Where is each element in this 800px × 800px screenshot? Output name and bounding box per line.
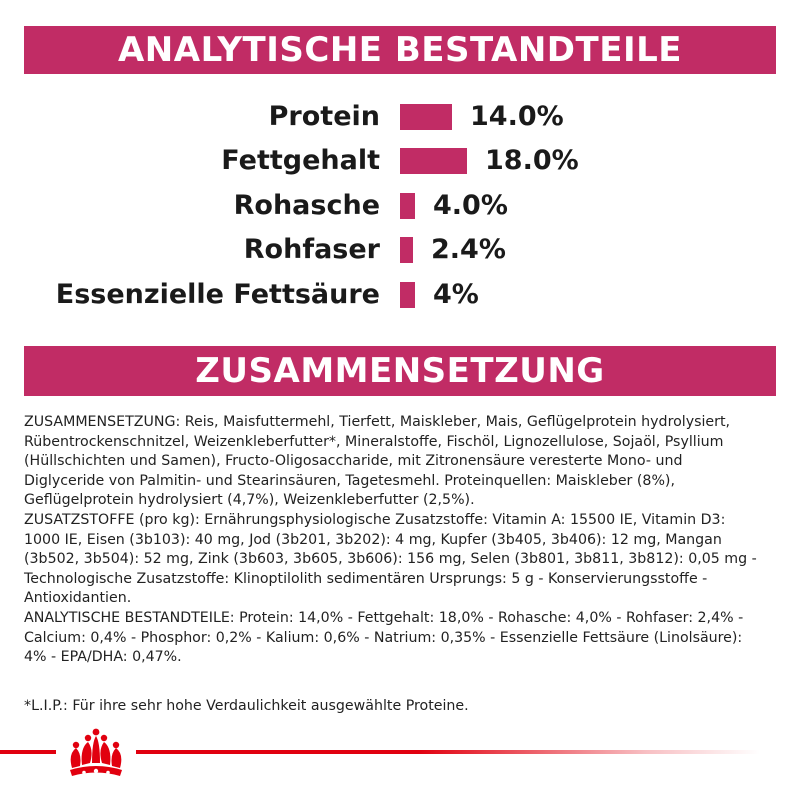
nutrient-row-rohfaser — [0, 230, 800, 270]
nutrient-value: 14.0% — [470, 101, 564, 132]
nutrient-label: Fettgehalt — [221, 145, 380, 176]
nutrient-value: 4.0% — [433, 190, 508, 221]
nutrient-bar — [400, 237, 413, 263]
additives-paragraph: ZUSATZSTOFFE (pro kg): Ernährungsphysiologische Zusatzstoffe: Vitamin A: 15500 IE, Vitamin D3: 1000 IE, Eisen (3b103): 40 mg, Jod (3b201, 3b202): 4 mg, Kupfer (3b405, 3b406): 12 mg, Mangan (3b502, 3b504): 52 mg, Zink (3b603, 3b605, 3b606): 156 mg, Selen (3b801, 3b811, 3b812): 0,05 mg - Technologische Zusatzstoffe: Klinoptilolith sedimentären Ursprungs: 5 g - Konservierungsstoffe - Antioxidantien. — [24, 511, 757, 607]
section-title: ANALYTISCHE BESTANDTEILE — [117, 30, 682, 70]
nutrient-value: 4% — [433, 279, 479, 310]
nutrient-label: Protein — [268, 101, 380, 132]
nutrient-label: Rohasche — [233, 190, 380, 221]
nutrient-bar — [400, 282, 415, 308]
section-header-analytical — [24, 26, 776, 74]
nutrient-label: Essenzielle Fettsäure — [55, 279, 380, 310]
section-title: ZUSAMMENSETZUNG — [195, 351, 605, 391]
nutrient-bar — [400, 193, 415, 219]
composition-text — [24, 413, 764, 668]
nutrient-row-protein — [0, 97, 800, 137]
footnote: *L.I.P.: Für ihre sehr hohe Verdaulichkeit ausgewählte Proteine. — [24, 698, 469, 714]
nutrient-row-fettgehalt — [0, 141, 800, 181]
analytical-paragraph: ANALYTISCHE BESTANDTEILE: Protein: 14,0% - Fettgehalt: 18,0% - Rohasche: 4,0% - Rohfaser: 2,4% - Calcium: 0,4% - Phosphor: 0,2% - Kalium: 0,6% - Natrium: 0,35% - Essenzielle Fettsäure (Linolsäure): 4% - EPA/DHA: 0,47%. — [24, 609, 744, 666]
nutrient-row-essenzielle-fettsaeure — [0, 275, 800, 315]
nutrient-bar — [400, 148, 467, 174]
nutrient-row-rohasche — [0, 186, 800, 226]
ingredients-paragraph: ZUSAMMENSETZUNG: Reis, Maisfuttermehl, Tierfett, Maiskleber, Mais, Geflügelprotein hydrolysiert, Rübentrockenschnitzel, Weizenkleberfutter*, Mineralstoffe, Fischöl, Lignozellulose, Sojaöl, Psyllium (Hüllschichten und Samen), Fructo-Oligosaccharide, mit Zitronensäure veresterte Mono- und Diglyceride von Palmitin- und Stearinsäuren, Tagetesmehl. Proteinquellen: Maiskleber (8%), Geflügelprotein hydrolysiert (4,7%), Weizenkleberfutter (2,5%). — [24, 414, 731, 509]
nutrient-label: Rohfaser — [243, 234, 380, 265]
nutrient-value: 2.4% — [431, 234, 506, 265]
section-header-composition — [24, 346, 776, 396]
nutrient-bar — [400, 104, 452, 130]
royal-canin-crown-icon — [56, 724, 136, 782]
nutrient-value: 18.0% — [485, 145, 579, 176]
